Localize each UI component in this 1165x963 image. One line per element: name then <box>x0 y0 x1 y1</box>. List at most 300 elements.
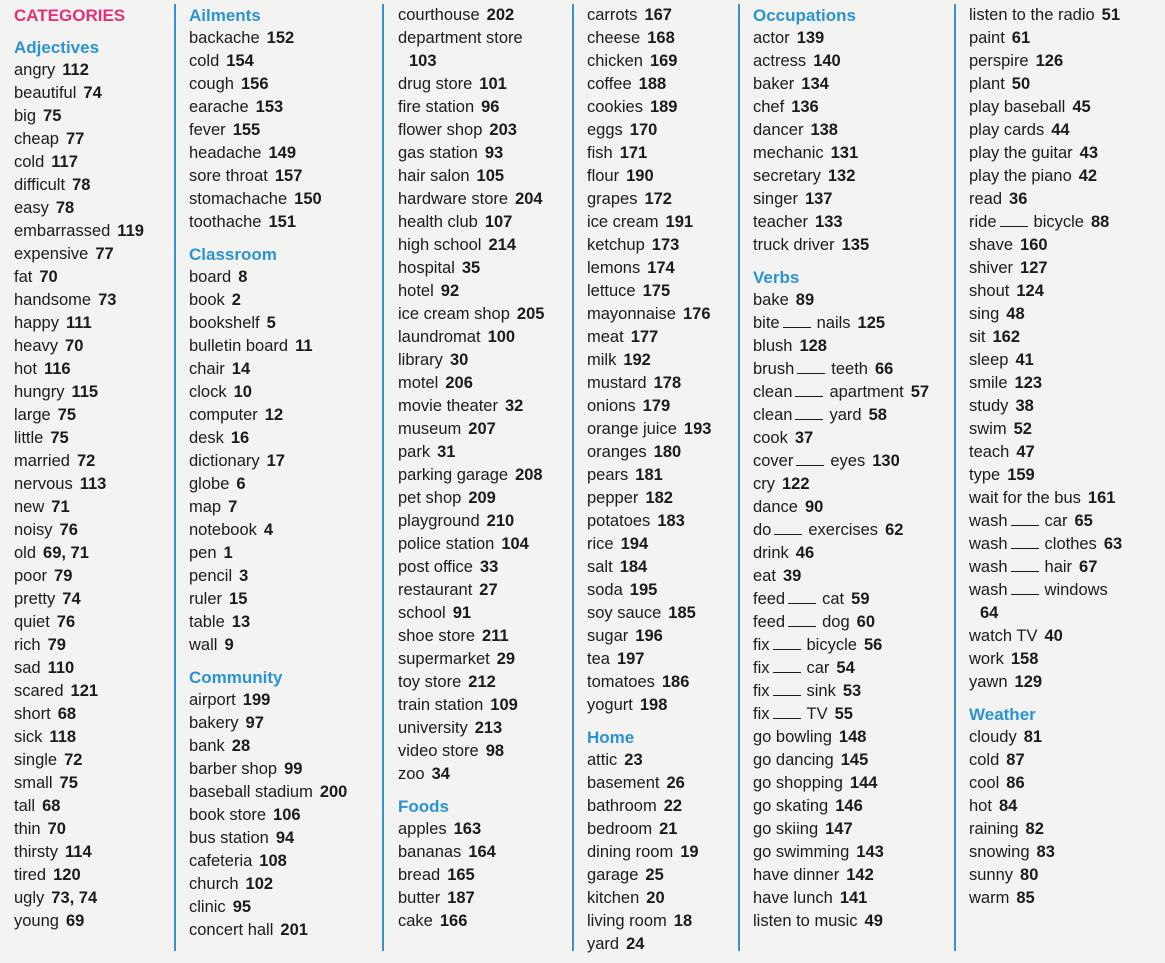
entry-word: gas station <box>398 144 478 162</box>
entry-word: sleep <box>969 351 1009 369</box>
index-entry <box>398 510 572 533</box>
entry-page-number: 154 <box>226 52 254 70</box>
entry-page-number: 22 <box>663 797 683 815</box>
index-entry <box>189 781 382 804</box>
entry-page-number: 55 <box>834 705 853 723</box>
index-entry <box>587 395 738 418</box>
entry-page-number: 96 <box>481 98 500 116</box>
entry-word: ice cream <box>587 213 659 231</box>
entry-page-number: 86 <box>1006 774 1025 792</box>
index-entry <box>14 243 174 266</box>
index-entry <box>398 4 572 27</box>
entry-page-number: 195 <box>629 581 658 599</box>
entry-word: computer <box>189 406 258 424</box>
entry-page-number: 37 <box>794 429 814 447</box>
entry-page-number: 24 <box>626 935 645 953</box>
entry-word-object: sink <box>806 682 836 700</box>
entry-page-number: 74 <box>62 590 81 608</box>
index-entry <box>753 542 954 565</box>
entry-word: teach <box>969 443 1010 461</box>
entry-page-number: 70 <box>47 820 66 838</box>
entry-page-number: 88 <box>1090 213 1110 231</box>
entry-word: carrots <box>587 6 638 24</box>
entry-page-number: 77 <box>95 245 114 263</box>
entry-word: old <box>14 544 37 562</box>
entry-page-number: 179 <box>642 397 671 415</box>
entry-word: attic <box>587 751 618 769</box>
entry-word: sore throat <box>189 167 268 185</box>
entry-word: thin <box>14 820 41 838</box>
entry-word: difficult <box>14 176 66 194</box>
index-entry <box>14 404 174 427</box>
entry-word: feed <box>753 613 786 631</box>
index-entry <box>189 312 382 335</box>
entry-word: pears <box>587 466 629 484</box>
entry-page-number: 109 <box>490 696 518 714</box>
entry-page-number: 102 <box>245 875 274 893</box>
entry-page-number: 58 <box>868 406 887 424</box>
index-entry <box>753 795 954 818</box>
index-entry <box>398 211 572 234</box>
entry-page-number: 181 <box>635 466 663 484</box>
index-entry <box>753 841 954 864</box>
entry-word: ice cream shop <box>398 305 510 323</box>
entry-word: wash <box>969 535 1008 553</box>
index-entry <box>398 441 572 464</box>
index-entry <box>189 712 382 735</box>
entry-page-number: 19 <box>680 843 699 861</box>
index-entry <box>969 533 1165 556</box>
entry-word: backache <box>189 29 260 47</box>
entry-page-number: 105 <box>476 167 505 185</box>
index-entry <box>969 487 1165 510</box>
entry-page-number: 201 <box>280 921 308 939</box>
index-entry <box>189 142 382 165</box>
entry-page-number: 143 <box>856 843 884 861</box>
entry-word: baker <box>753 75 795 93</box>
entry-page-number: 123 <box>1014 374 1043 392</box>
index-entry <box>753 450 954 473</box>
entry-word: cake <box>398 912 433 930</box>
entry-word: laundromat <box>398 328 481 346</box>
entry-word: bulletin board <box>189 337 289 355</box>
index-entry <box>753 289 954 312</box>
index-entry <box>398 910 572 933</box>
entry-page-number: 180 <box>653 443 682 461</box>
index-entry <box>14 312 174 335</box>
index-entry <box>587 73 738 96</box>
entry-page-number: 210 <box>486 512 515 530</box>
index-entry <box>14 105 174 128</box>
entry-word: tall <box>14 797 36 815</box>
entry-page-number: 119 <box>117 222 144 240</box>
entry-word-object: bicycle <box>1033 213 1084 231</box>
entry-page-number: 131 <box>830 144 859 162</box>
entry-word: fire station <box>398 98 475 116</box>
entry-word: hotel <box>398 282 434 300</box>
entry-page-number: 10 <box>233 383 252 401</box>
index-entry <box>969 303 1165 326</box>
entry-page-number: 124 <box>1016 282 1044 300</box>
entry-word: blush <box>753 337 793 355</box>
entry-word: snowing <box>969 843 1030 861</box>
entry-page-number: 158 <box>1010 650 1039 668</box>
index-entry <box>587 234 738 257</box>
entry-word: expensive <box>14 245 89 263</box>
index-entry <box>587 910 738 933</box>
entry-word: soda <box>587 581 623 599</box>
entry-page-number: 33 <box>479 558 499 576</box>
entry-page-number: 202 <box>486 6 515 24</box>
index-entry <box>14 335 174 358</box>
entry-word: shout <box>969 282 1010 300</box>
entry-word: ride <box>969 213 997 231</box>
entry-page-number: 100 <box>487 328 516 346</box>
entry-page-number: 85 <box>1016 889 1035 907</box>
entry-page-number: 104 <box>501 535 529 553</box>
entry-page-number: 182 <box>645 489 673 507</box>
entry-page-number: 207 <box>468 420 496 438</box>
index-entry <box>14 220 174 243</box>
entry-page-number: 111 <box>65 314 92 332</box>
entry-page-number: 174 <box>647 259 675 277</box>
entry-page-number: 49 <box>864 912 883 930</box>
index-entry <box>189 119 382 142</box>
fill-in-blank <box>774 522 802 535</box>
index-entry <box>587 280 738 303</box>
entry-page-number: 212 <box>468 673 496 691</box>
fill-in-blank <box>796 453 824 466</box>
index-entry <box>398 395 572 418</box>
index-entry <box>587 165 738 188</box>
entry-page-number: 160 <box>1020 236 1048 254</box>
entry-page-number: 16 <box>230 429 250 447</box>
entry-word: small <box>14 774 53 792</box>
index-entry <box>969 841 1165 864</box>
index-entry <box>189 427 382 450</box>
entry-page-number: 9 <box>224 636 234 654</box>
entry-word: brush <box>753 360 795 378</box>
index-entry <box>587 96 738 119</box>
entry-word: university <box>398 719 468 737</box>
entry-word: board <box>189 268 232 286</box>
index-entry <box>587 841 738 864</box>
entry-page-number: 50 <box>1011 75 1031 93</box>
index-entry <box>587 349 738 372</box>
entry-word: listen to music <box>753 912 858 930</box>
index-entry <box>189 404 382 427</box>
index-entry <box>969 257 1165 280</box>
entry-page-number: 155 <box>232 121 261 139</box>
entry-word: dictionary <box>189 452 260 470</box>
entry-word: department store <box>398 29 523 47</box>
index-entry <box>14 174 174 197</box>
column-1 <box>14 4 174 951</box>
entry-word: wall <box>189 636 218 654</box>
entry-word: coffee <box>587 75 632 93</box>
entry-word: eggs <box>587 121 623 139</box>
heading-classroom: Classroom <box>189 245 277 264</box>
index-entry <box>189 358 382 381</box>
index-entry <box>587 602 738 625</box>
index-entry <box>587 4 738 27</box>
fill-in-blank <box>797 361 825 374</box>
entry-word: cry <box>753 475 775 493</box>
index-entry <box>189 827 382 850</box>
index-entry <box>753 142 954 165</box>
entry-page-number: 48 <box>1006 305 1025 323</box>
index-entry <box>398 763 572 786</box>
index-entry <box>587 648 738 671</box>
entry-page-number: 168 <box>647 29 675 47</box>
entry-word: oranges <box>587 443 647 461</box>
index-entry <box>969 349 1165 372</box>
entry-page-number: 62 <box>885 521 904 539</box>
entry-page-number: 70 <box>65 337 84 355</box>
entry-word: clock <box>189 383 227 401</box>
index-entry <box>969 671 1165 694</box>
entry-page-number: 173 <box>651 236 680 254</box>
index-entry <box>969 4 1165 27</box>
entry-word: table <box>189 613 225 631</box>
index-entry <box>398 740 572 763</box>
entry-page-number: 129 <box>1014 673 1043 691</box>
index-entry <box>969 864 1165 887</box>
entry-word: play the guitar <box>969 144 1073 162</box>
entry-word-object: exercises <box>808 521 879 539</box>
entry-page-number: 176 <box>682 305 711 323</box>
entry-word: train station <box>398 696 484 714</box>
index-entry <box>969 441 1165 464</box>
entry-page-number: 75 <box>57 406 77 424</box>
entry-page-number: 66 <box>874 360 894 378</box>
entry-page-number: 77 <box>65 130 85 148</box>
index-entry <box>14 910 174 933</box>
entry-word: bank <box>189 737 225 755</box>
entry-word: poor <box>14 567 48 585</box>
entry-page-number: 183 <box>657 512 685 530</box>
index-entry <box>189 473 382 496</box>
entry-page-number: 76 <box>56 613 76 631</box>
entry-word: apples <box>398 820 447 838</box>
index-entry <box>14 473 174 496</box>
entry-word-object: car <box>806 659 830 677</box>
index-entry <box>587 257 738 280</box>
entry-page-number: 144 <box>849 774 878 792</box>
index-entry <box>753 312 954 335</box>
entry-word: rich <box>14 636 41 654</box>
fill-in-blank <box>795 407 823 420</box>
entry-page-number: 13 <box>231 613 251 631</box>
index-entry <box>969 625 1165 648</box>
entry-word: dining room <box>587 843 674 861</box>
entry-word-object: apartment <box>829 383 904 401</box>
entry-word: cafeteria <box>189 852 253 870</box>
index-entry <box>753 634 954 657</box>
entry-page-number: 32 <box>504 397 524 415</box>
entry-word: plant <box>969 75 1005 93</box>
entry-word: flour <box>587 167 620 185</box>
entry-word: cheese <box>587 29 641 47</box>
entry-word: play cards <box>969 121 1045 139</box>
entry-word: health club <box>398 213 478 231</box>
index-entry <box>398 841 572 864</box>
index-entry <box>969 50 1165 73</box>
entry-page-number: 57 <box>910 383 930 401</box>
entry-page-number: 166 <box>439 912 468 930</box>
entry-word: go shopping <box>753 774 843 792</box>
index-entry <box>189 289 382 312</box>
entry-page-number: 67 <box>1079 558 1098 576</box>
entry-page-number: 99 <box>284 760 303 778</box>
entry-page-number: 141 <box>839 889 868 907</box>
fill-in-blank <box>773 637 801 650</box>
index-entry <box>969 27 1165 50</box>
entry-word: notebook <box>189 521 257 539</box>
index-entry <box>969 234 1165 257</box>
entry-word: cold <box>14 153 45 171</box>
entry-page-number: 18 <box>673 912 693 930</box>
entry-page-number: 161 <box>1087 489 1116 507</box>
entry-word: short <box>14 705 51 723</box>
entry-word: cool <box>969 774 1000 792</box>
entry-word: play the piano <box>969 167 1072 185</box>
index-entry <box>969 887 1165 910</box>
entry-word-object: car <box>1044 512 1068 530</box>
index-entry <box>189 450 382 473</box>
index-entry <box>189 165 382 188</box>
entry-word: bake <box>753 291 789 309</box>
entry-page-number: 12 <box>264 406 284 424</box>
entry-word: singer <box>753 190 798 208</box>
index-entry <box>14 151 174 174</box>
entry-page-number: 80 <box>1020 866 1039 884</box>
entry-page-number: 23 <box>624 751 643 769</box>
entry-word: little <box>14 429 44 447</box>
entry-page-number: 68 <box>57 705 77 723</box>
entry-word: single <box>14 751 58 769</box>
entry-page-number: 91 <box>452 604 472 622</box>
fill-in-blank <box>783 315 811 328</box>
entry-page-number: 167 <box>644 6 672 24</box>
index-entry <box>189 335 382 358</box>
entry-word: cough <box>189 75 234 93</box>
entry-word: lemons <box>587 259 641 277</box>
entry-page-number: 68 <box>42 797 61 815</box>
index-entry <box>189 896 382 919</box>
entry-page-number: 214 <box>488 236 517 254</box>
index-entry <box>189 211 382 234</box>
entry-word: tea <box>587 650 610 668</box>
index-entry <box>398 717 572 740</box>
index-entry <box>753 381 954 404</box>
entry-word: work <box>969 650 1004 668</box>
index-entry <box>189 27 382 50</box>
entry-page-number: 213 <box>474 719 503 737</box>
index-entry <box>587 694 738 717</box>
entry-word: swim <box>969 420 1007 438</box>
entry-word: school <box>398 604 446 622</box>
index-entry <box>398 602 572 625</box>
index-entry <box>969 280 1165 303</box>
index-entry <box>969 579 1165 602</box>
entry-page-number: 38 <box>1015 397 1034 415</box>
entry-word: yard <box>587 935 620 953</box>
entry-page-number: 108 <box>259 852 287 870</box>
entry-page-number: 65 <box>1074 512 1093 530</box>
entry-word: cloudy <box>969 728 1017 746</box>
index-entry <box>969 418 1165 441</box>
index-entry <box>14 289 174 312</box>
entry-page-number: 185 <box>668 604 696 622</box>
entry-word: library <box>398 351 443 369</box>
entry-word: feed <box>753 590 786 608</box>
entry-word: handsome <box>14 291 92 309</box>
entry-page-number: 74 <box>83 84 102 102</box>
index-entry <box>969 556 1165 579</box>
entry-word-object: teeth <box>831 360 868 378</box>
entry-word: hungry <box>14 383 65 401</box>
index-entry <box>398 625 572 648</box>
index-entry <box>753 565 954 588</box>
entry-page-number: 17 <box>266 452 285 470</box>
index-entry <box>398 326 572 349</box>
entry-word: museum <box>398 420 462 438</box>
index-entry <box>969 326 1165 349</box>
index-entry <box>14 427 174 450</box>
entry-word: actress <box>753 52 807 70</box>
entry-word: playground <box>398 512 480 530</box>
index-entry <box>587 749 738 772</box>
entry-page-number: 134 <box>801 75 829 93</box>
heading-categories: CATEGORIES <box>14 6 126 25</box>
fill-in-blank <box>1011 559 1039 572</box>
entry-page-number: 127 <box>1020 259 1048 277</box>
index-entry <box>398 188 572 211</box>
entry-page-number: 165 <box>447 866 475 884</box>
index-entry <box>969 142 1165 165</box>
entry-word: headache <box>189 144 262 162</box>
index-entry <box>753 188 954 211</box>
entry-word: bakery <box>189 714 239 732</box>
entry-page-number: 121 <box>70 682 99 700</box>
entry-page-number: 42 <box>1078 167 1098 185</box>
index-entry <box>14 450 174 473</box>
index-entry <box>753 519 954 542</box>
entry-page-number: 82 <box>1025 820 1044 838</box>
index-entry <box>14 542 174 565</box>
entry-page-number: 192 <box>623 351 651 369</box>
index-entry <box>14 611 174 634</box>
entry-page-number: 52 <box>1013 420 1032 438</box>
index-entry <box>969 510 1165 533</box>
index-entry <box>14 496 174 519</box>
column-6 <box>954 4 1165 951</box>
index-entry <box>14 519 174 542</box>
fill-in-blank <box>773 660 801 673</box>
heading-verbs: Verbs <box>753 268 800 287</box>
index-entry <box>587 441 738 464</box>
entry-word: perspire <box>969 52 1029 70</box>
entry-page-number: 26 <box>666 774 685 792</box>
entry-page-number: 156 <box>240 75 269 93</box>
entry-word: clinic <box>189 898 226 916</box>
entry-page-number: 81 <box>1023 728 1043 746</box>
entry-word: pet shop <box>398 489 462 507</box>
entry-page-number: 73 <box>98 291 117 309</box>
fill-in-blank <box>788 591 816 604</box>
entry-page-number: 206 <box>445 374 473 392</box>
